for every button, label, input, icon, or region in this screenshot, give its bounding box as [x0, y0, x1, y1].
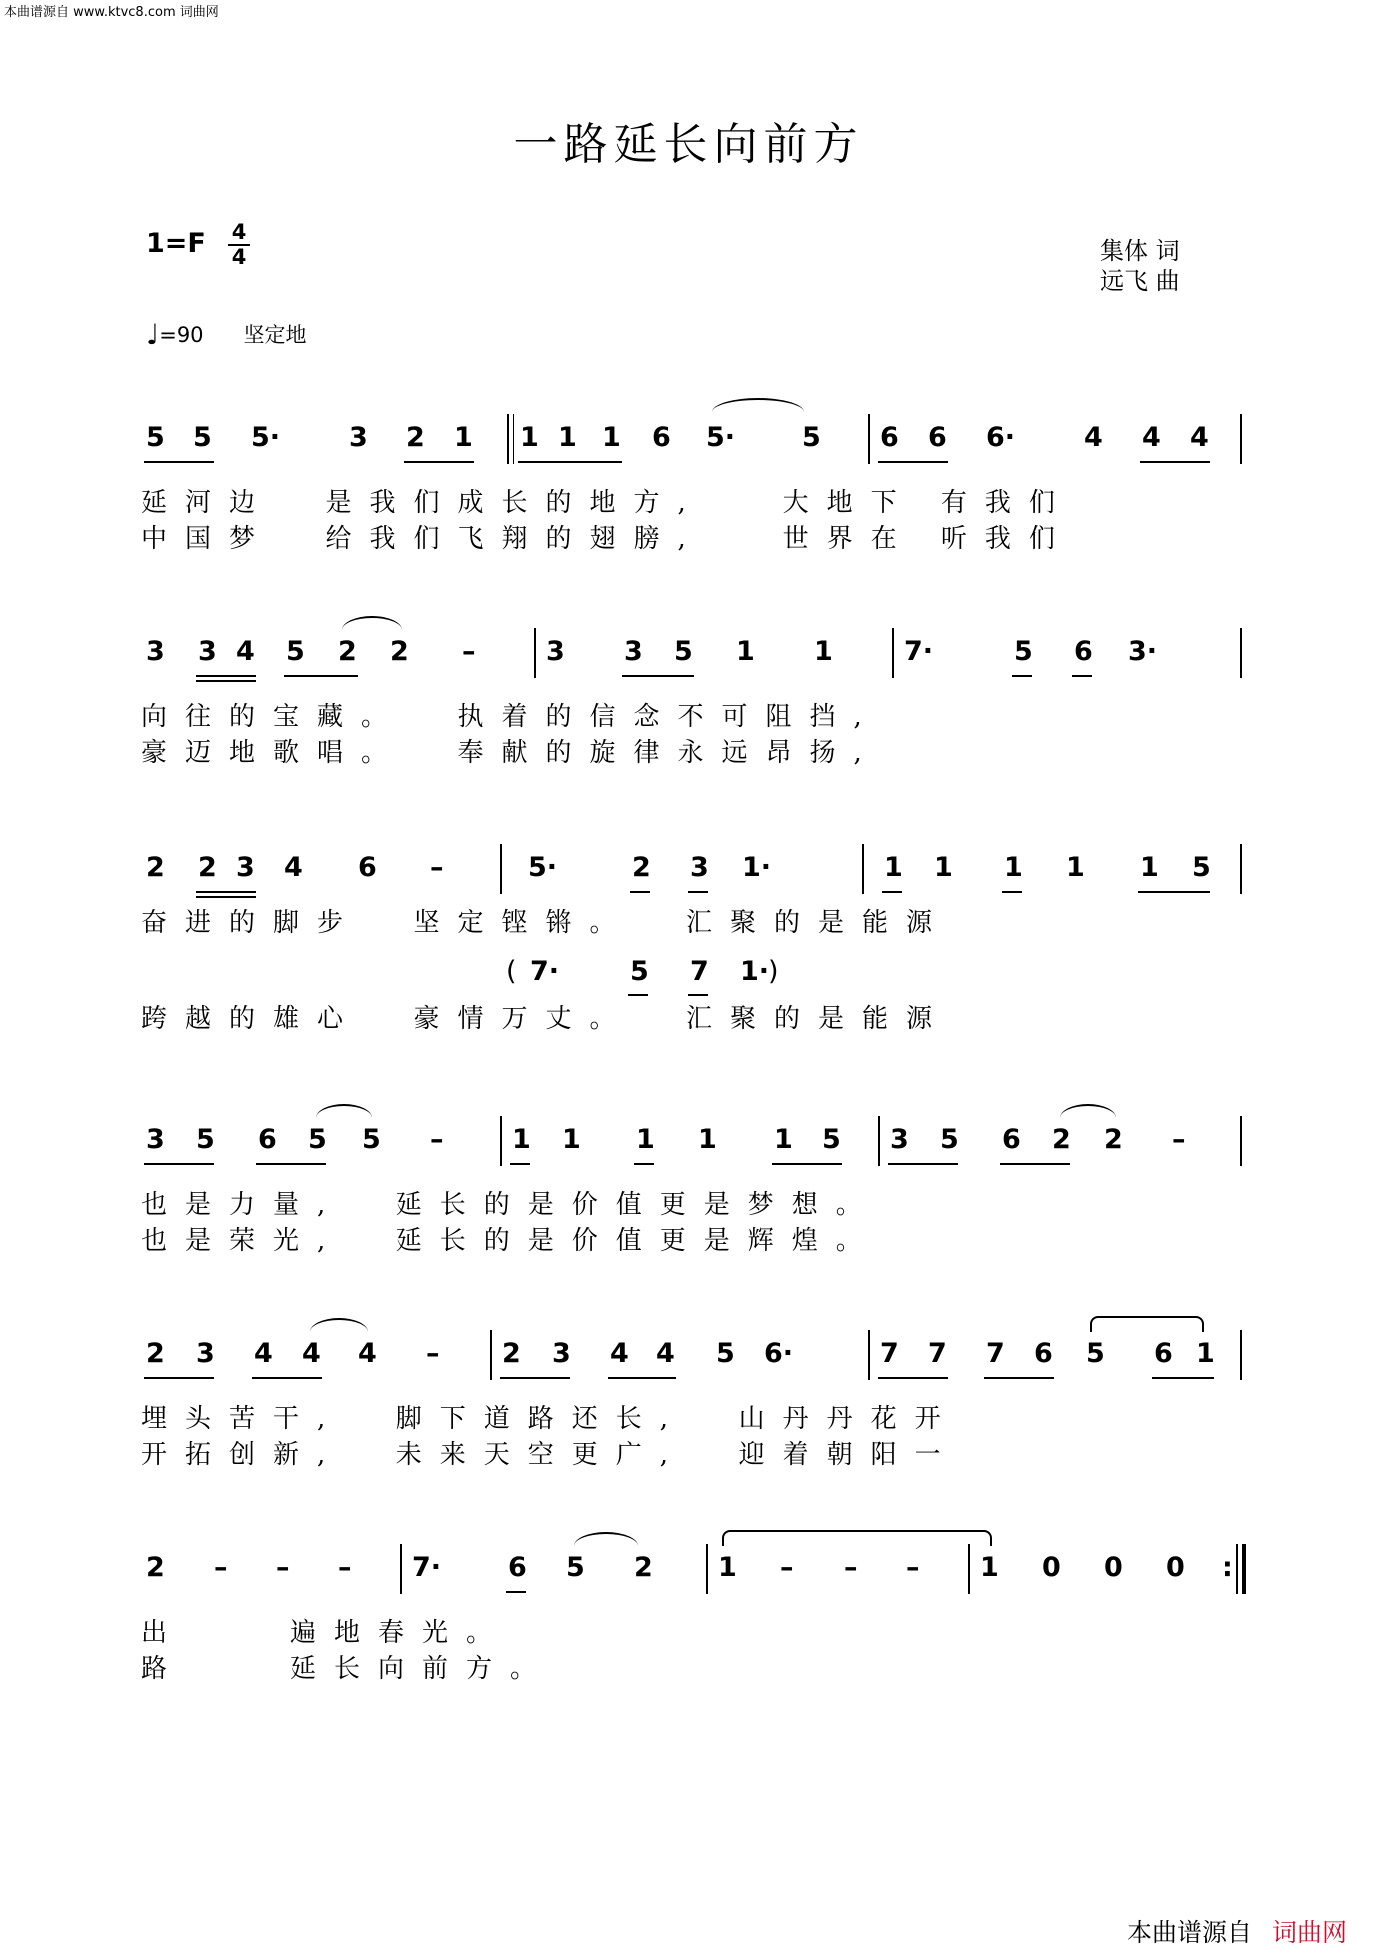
notes-line-4: 3 5 6 5 5 – 1 1 1 1 1 5 3 5 6 2 2 – [0, 1124, 1377, 1174]
time-signature-bottom: 4 [231, 245, 247, 269]
lyrics-line-6-verse-1: 出 遍地春光。 [141, 1618, 511, 1648]
tempo-marking [146, 318, 307, 351]
key-signature: 1=F [146, 228, 206, 259]
watermark: 本曲谱源自 www.ktvc8.com 词曲网 [4, 5, 219, 20]
notes-line-2: 3 3 4 5 2 2 – 3 3 5 1 1 7· 5 6 3· [0, 636, 1377, 686]
lyrics-line-1-verse-1: 延河边 是我们成长的地方, 大地下 有我们 [141, 488, 1073, 518]
footer-brand: 词曲网 [1271, 1918, 1347, 1947]
lyrics-line-6-verse-2: 路 延长向前方。 [141, 1654, 555, 1684]
time-signature-top: 4 [231, 220, 247, 244]
quarter-note-icon: ♩ [146, 318, 160, 351]
song-title: 一路延长向前方 [513, 119, 864, 170]
notes-line-1: 5 5 5· 3 2 1 1 1 1 6 5· 5 6 6 6· 4 4 4 [0, 422, 1377, 472]
lyrics-line-3-verse-2: 跨越的雄心 豪情万丈。 汇聚的是能源 [141, 1004, 951, 1034]
notes-line-5: 2 3 4 4 4 – 2 3 4 4 5 6· 7 7 7 6 5 6 1 [0, 1338, 1377, 1388]
lyrics-line-1-verse-2: 中国梦 给我们飞翔的翅膀, 世界在 听我们 [141, 524, 1073, 554]
lyricist: 集体 词 [1100, 237, 1180, 265]
tempo-bpm: =90 [159, 323, 204, 347]
notes-line-3: 2 2 3 4 6 – 5· 2 3 1· 1 1 1 1 1 5 [0, 852, 1377, 902]
notes-line-6: 2 – – – 7· 6 5 2 1 – – – 1 0 0 0 : [0, 1552, 1377, 1602]
footer [1127, 1913, 1347, 1949]
lyrics-line-2-verse-2: 豪迈地歌唱。 奉献的旋律永远昂扬, [141, 738, 880, 768]
lyrics-line-4-verse-2: 也是荣光, 延长的是价值更是辉煌。 [141, 1226, 880, 1256]
time-signature [228, 222, 250, 268]
lyrics-line-5-verse-1: 埋头苦干, 脚下道路还长, 山丹丹花开 [141, 1404, 959, 1434]
lyrics-line-2-verse-1: 向往的宝藏。 执着的信念不可阻挡, [141, 702, 880, 732]
credits [1100, 236, 1180, 296]
lyrics-line-4-verse-1: 也是力量, 延长的是价值更是梦想。 [141, 1190, 880, 1220]
lyrics-line-3-verse-1: 奋进的脚步 坚定铿锵。 汇聚的是能源 [141, 908, 951, 938]
composer: 远飞 曲 [1100, 267, 1180, 295]
lyrics-line-5-verse-2: 开拓创新, 未来天空更广, 迎着朝阳一 [141, 1440, 959, 1470]
expression-mark: 坚定地 [243, 323, 307, 347]
variant-notes: ( 7· 5 7 1· ) [506, 956, 779, 987]
footer-source: 本曲谱源自 [1126, 1918, 1252, 1947]
